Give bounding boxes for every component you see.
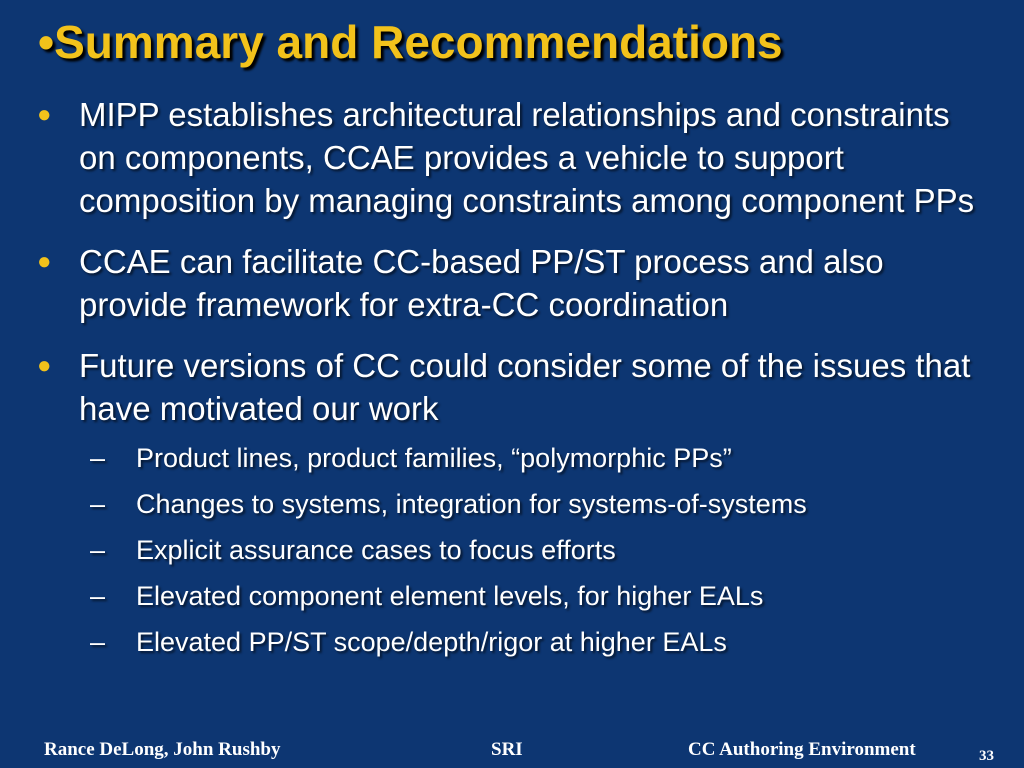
dash-icon: – — [90, 581, 106, 611]
dash-icon: – — [90, 443, 106, 473]
bullet-text: MIPP establishes architectural relationships and constraints on components, CCAE provides a vehicle to support composition by managing constraints among component PPs — [79, 96, 975, 219]
bullet-dot-icon: ● — [37, 101, 52, 128]
sub-bullet-item — [0, 534, 1024, 567]
sub-bullet-item — [0, 488, 1024, 521]
sub-bullet-item — [0, 580, 1024, 613]
sub-bullet-item — [0, 626, 1024, 659]
bullet-text: Future versions of CC could consider some of the issues that have motivated our work — [79, 347, 971, 427]
dash-icon: – — [90, 535, 106, 565]
bullet-item — [0, 240, 979, 326]
bullet-dot-icon: ● — [37, 248, 52, 275]
page-number: 33 — [979, 748, 994, 764]
sub-bullet-text: Elevated component element levels, for higher EALs — [136, 581, 764, 611]
sub-bullet-item — [0, 442, 1024, 475]
slide-title: •Summary and Recommendations — [38, 16, 783, 68]
footer-topic: CC Authoring Environment — [688, 739, 916, 760]
dash-icon: – — [90, 627, 106, 657]
bullet-item — [0, 93, 979, 222]
bullet-text: CCAE can facilitate CC-based PP/ST process and also provide framework for extra-CC coordination — [79, 243, 884, 323]
sub-bullet-list — [0, 442, 1024, 659]
footer-org: SRI — [491, 739, 523, 760]
bullet-list — [0, 93, 1024, 672]
sub-bullet-text: Explicit assurance cases to focus efforts — [136, 535, 616, 565]
sub-bullet-text: Product lines, product families, “polymorphic PPs” — [136, 443, 732, 473]
sub-bullet-text: Elevated PP/ST scope/depth/rigor at higher EALs — [136, 627, 727, 657]
footer-authors: Rance DeLong, John Rushby — [44, 739, 281, 760]
bullet-dot-icon: ● — [37, 352, 52, 379]
bullet-item — [0, 344, 979, 430]
dash-icon: – — [90, 489, 106, 519]
sub-bullet-text: Changes to systems, integration for systems-of-systems — [136, 489, 807, 519]
